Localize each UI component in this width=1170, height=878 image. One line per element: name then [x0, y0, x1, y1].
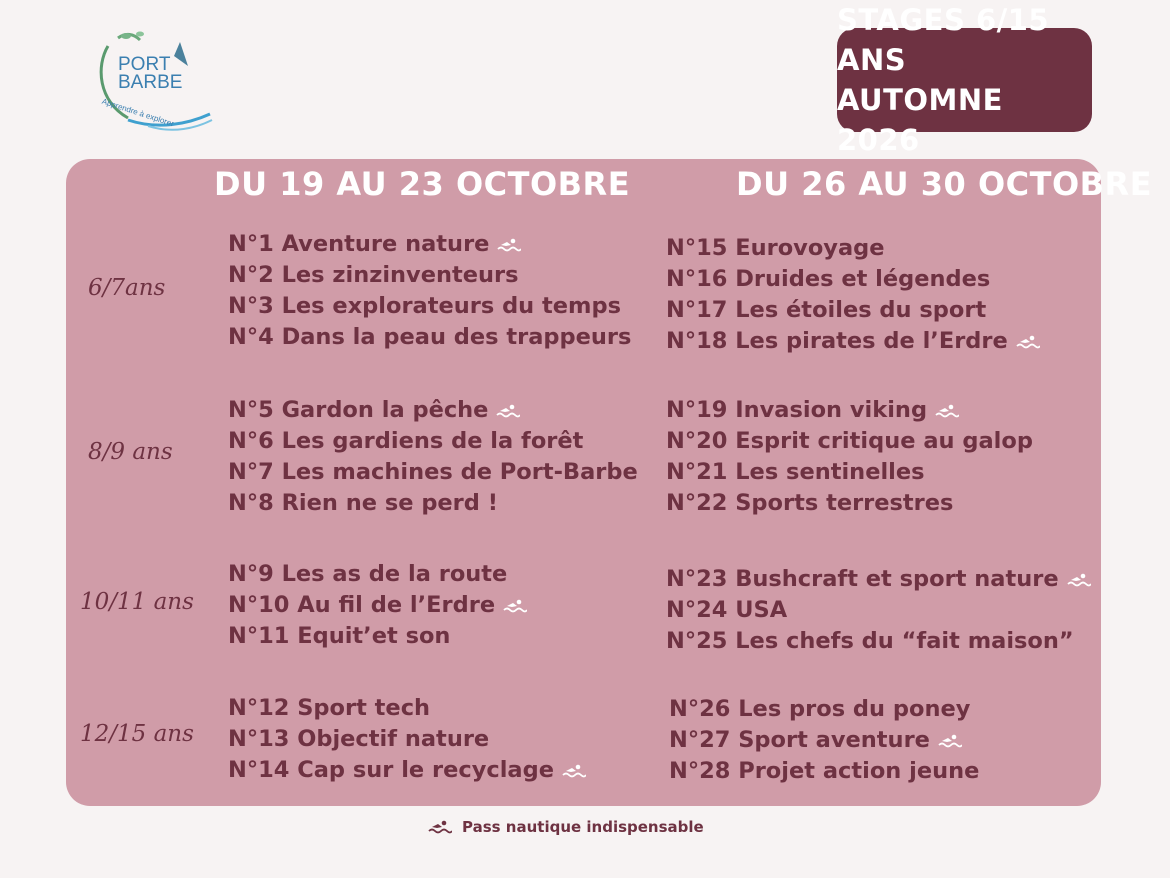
stage-item	[669, 725, 979, 756]
stage-list-week-1	[228, 693, 586, 786]
stage-title: N°25 Les chefs du “fait maison”	[666, 628, 1074, 654]
stage-item	[666, 426, 1033, 457]
stage-title: N°23 Bushcraft et sport nature	[666, 566, 1059, 592]
stage-title: N°10 Au fil de l’Erdre	[228, 592, 496, 618]
stage-title: N°13 Objectif nature	[228, 726, 490, 752]
stage-item	[666, 595, 1091, 626]
age-label: 8/9 ans	[88, 439, 173, 465]
swimmer-icon	[938, 734, 962, 748]
stage-title: N°18 Les pirates de l’Erdre	[666, 328, 1008, 354]
swimmer-icon	[503, 599, 527, 613]
swimmer-icon	[428, 820, 452, 834]
title-badge	[837, 3, 1092, 157]
stage-list-week-2	[666, 233, 1040, 357]
stage-item	[228, 755, 586, 786]
swimmer-icon	[562, 764, 586, 778]
stage-title: N°6 Les gardiens de la forêt	[228, 428, 584, 454]
stage-title: N°5 Gardon la pêche	[228, 397, 489, 423]
stage-list-week-2	[666, 395, 1033, 519]
stage-title: N°20 Esprit critique au galop	[666, 428, 1033, 454]
swimmer-icon	[1067, 573, 1091, 587]
stage-title: N°21 Les sentinelles	[666, 459, 925, 485]
stage-item	[228, 559, 527, 590]
stage-title: N°1 Aventure nature	[228, 231, 490, 257]
swimmer-icon	[497, 238, 521, 252]
schedule-panel	[66, 159, 1153, 806]
stage-item	[666, 564, 1091, 595]
swimmer-icon	[935, 404, 959, 418]
title-line-2: AUTOMNE 2026	[837, 83, 1003, 157]
stage-title: N°27 Sport aventure	[669, 727, 930, 753]
stage-item	[228, 457, 638, 488]
svg-text:BARBE: BARBE	[118, 72, 183, 93]
stage-item	[228, 724, 586, 755]
stage-item	[666, 295, 1040, 326]
stage-title: N°24 USA	[666, 597, 788, 623]
stage-title: N°12 Sport tech	[228, 695, 431, 721]
stage-title: N°3 Les explorateurs du temps	[228, 293, 621, 319]
svg-text:PORT: PORT	[118, 54, 171, 75]
age-label: 10/11 ans	[80, 589, 194, 615]
stage-item	[228, 260, 631, 291]
stage-title: N°17 Les étoiles du sport	[666, 297, 987, 323]
stage-item	[666, 264, 1040, 295]
stage-item	[666, 457, 1033, 488]
stage-title: N°2 Les zinzinventeurs	[228, 262, 519, 288]
stage-item	[228, 229, 631, 260]
stage-title: N°11 Equit’et son	[228, 623, 451, 649]
stage-title: N°16 Druides et légendes	[666, 266, 991, 292]
stage-item	[666, 395, 1033, 426]
legend	[428, 818, 704, 836]
stage-list-week-1	[228, 395, 638, 519]
stage-item	[669, 694, 979, 725]
stage-title: N°28 Projet action jeune	[669, 758, 980, 784]
stage-title: N°26 Les pros du poney	[669, 696, 971, 722]
stage-item	[228, 395, 638, 426]
column-heading-week-2: DU 26 AU 30 OCTOBRE	[736, 165, 1153, 203]
stage-title: N°7 Les machines de Port-Barbe	[228, 459, 638, 485]
stage-item	[228, 693, 586, 724]
age-label: 6/7ans	[88, 275, 166, 301]
legend-text: Pass nautique indispensable	[462, 818, 704, 836]
age-label: 12/15 ans	[80, 721, 194, 747]
stage-item	[228, 291, 631, 322]
stage-item	[228, 590, 527, 621]
swimmer-icon	[1016, 335, 1040, 349]
stage-item	[666, 626, 1091, 657]
stage-item	[669, 756, 979, 787]
stage-item	[228, 621, 527, 652]
stage-list-week-1	[228, 229, 631, 353]
port-barbe-logo	[88, 26, 218, 136]
stage-title: N°14 Cap sur le recyclage	[228, 757, 554, 783]
stage-list-week-1	[228, 559, 527, 652]
svg-text:Apprendre à explorer: Apprendre à explorer	[100, 96, 176, 129]
stage-title: N°19 Invasion viking	[666, 397, 928, 423]
stage-item	[228, 322, 631, 353]
stage-list-week-2	[669, 694, 979, 787]
stage-list-week-2	[666, 564, 1091, 657]
swimmer-icon	[496, 404, 520, 418]
stage-title: N°9 Les as de la route	[228, 561, 508, 587]
stage-title: N°15 Eurovoyage	[666, 235, 885, 261]
stage-title: N°8 Rien ne se perd !	[228, 490, 498, 516]
stage-title: N°22 Sports terrestres	[666, 490, 954, 516]
stage-item	[666, 233, 1040, 264]
column-heading-week-1: DU 19 AU 23 OCTOBRE	[214, 165, 631, 203]
stage-item	[666, 326, 1040, 357]
stage-item	[228, 426, 638, 457]
stage-item	[228, 488, 638, 519]
stage-title: N°4 Dans la peau des trappeurs	[228, 324, 632, 350]
stage-item	[666, 488, 1033, 519]
title-line-1: STAGES 6/15 ANS	[837, 3, 1050, 77]
